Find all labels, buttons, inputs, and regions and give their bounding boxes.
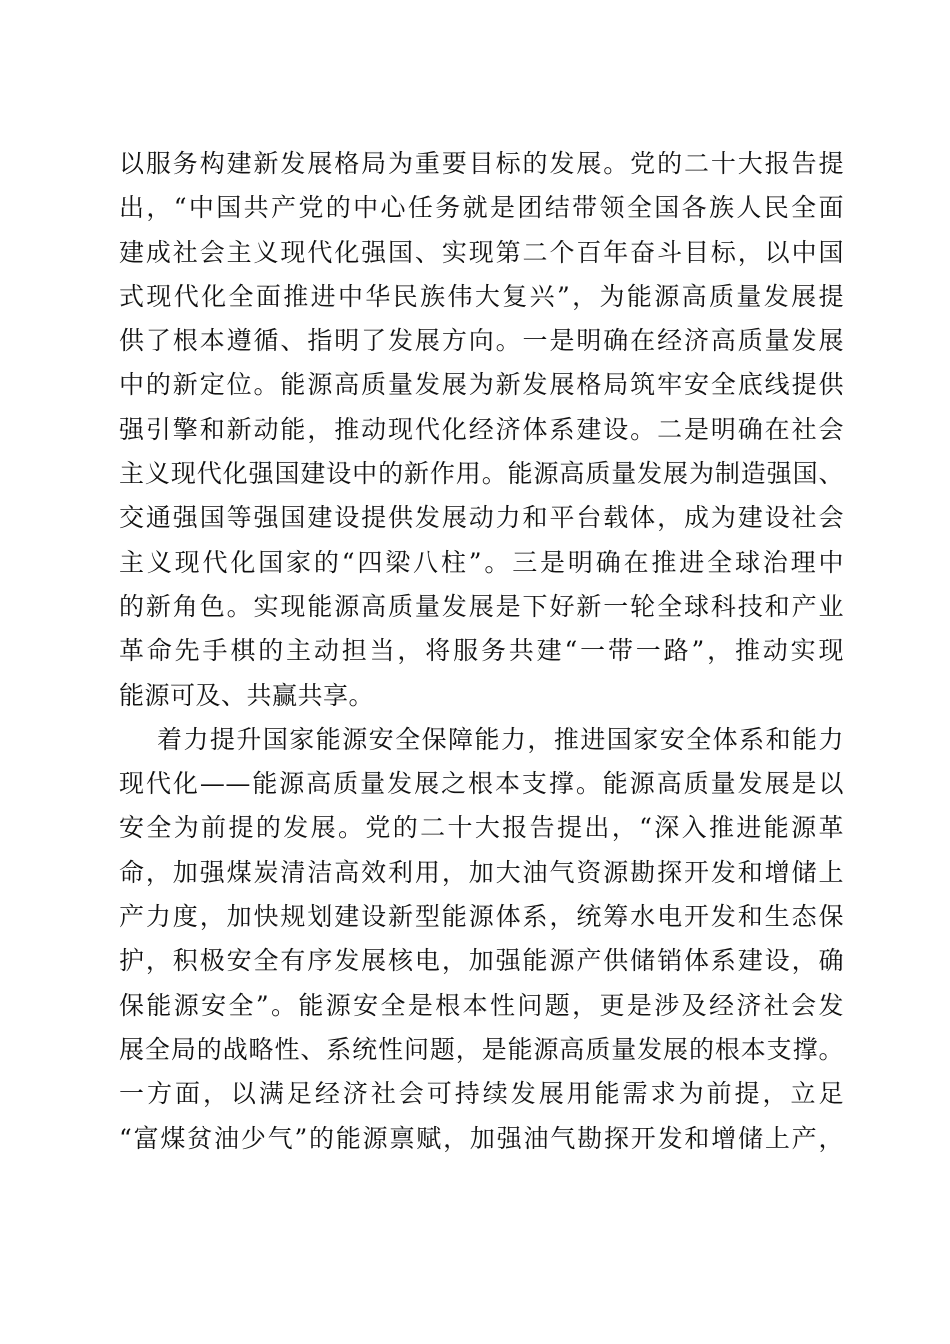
text-line: 中的新定位。能源高质量发展为新发展格局筑牢安全底线提供 [119, 370, 844, 400]
text-line: 革命先手棋的主动担当，将服务共建“一带一路”，推动实现 [119, 636, 844, 666]
text-line: 产力度，加快规划建设新型能源体系，统筹水电开发和生态保 [119, 902, 844, 932]
text-line: 能源可及、共赢共享。 [119, 680, 375, 710]
text-line: 保能源安全”。能源安全是根本性问题，更是涉及经济社会发 [119, 990, 844, 1020]
text-line: 的新角色。实现能源高质量发展是下好新一轮全球科技和产业 [119, 591, 844, 621]
text-line: “富煤贫油少气”的能源禀赋，加强油气勘探开发和增储上产， [119, 1123, 844, 1153]
text-line: 护，积极安全有序发展核电，加强能源产供储销体系建设，确 [119, 946, 844, 976]
text-line: 交通强国等强国建设提供发展动力和平台载体，成为建设社会 [119, 503, 844, 533]
text-line: 主义现代化强国建设中的新作用。能源高质量发展为制造强国、 [119, 459, 844, 489]
text-line: 出，“中国共产党的中心任务就是团结带领全国各族人民全面 [119, 193, 844, 223]
text-line: 命，加强煤炭清洁高效利用，加大油气资源勘探开发和增储上 [119, 857, 844, 887]
text-line: 供了根本遵循、指明了发展方向。一是明确在经济高质量发展 [119, 326, 844, 356]
document-body [119, 142, 844, 1161]
text-line: 式现代化全面推进中华民族伟大复兴”，为能源高质量发展提 [119, 281, 844, 311]
text-line: 展全局的战略性、系统性问题，是能源高质量发展的根本支撑。 [119, 1034, 844, 1064]
text-line: 着力提升国家能源安全保障能力，推进国家安全体系和能力 [157, 724, 844, 754]
paragraph-2 [119, 718, 844, 1161]
paragraph-1 [119, 142, 844, 718]
text-line: 主义现代化国家的“四梁八柱”。三是明确在推进全球治理中 [119, 547, 844, 577]
text-line: 安全为前提的发展。党的二十大报告提出，“深入推进能源革 [119, 813, 844, 843]
text-line: 强引擎和新动能，推动现代化经济体系建设。二是明确在社会 [119, 414, 844, 444]
text-line: 以服务构建新发展格局为重要目标的发展。党的二十大报告提 [119, 149, 844, 178]
text-line: 现代化——能源高质量发展之根本支撑。能源高质量发展是以 [119, 769, 844, 799]
text-line: 建成社会主义现代化强国、实现第二个百年奋斗目标，以中国 [119, 237, 844, 267]
text-line: 一方面，以满足经济社会可持续发展用能需求为前提，立足 [119, 1079, 844, 1109]
